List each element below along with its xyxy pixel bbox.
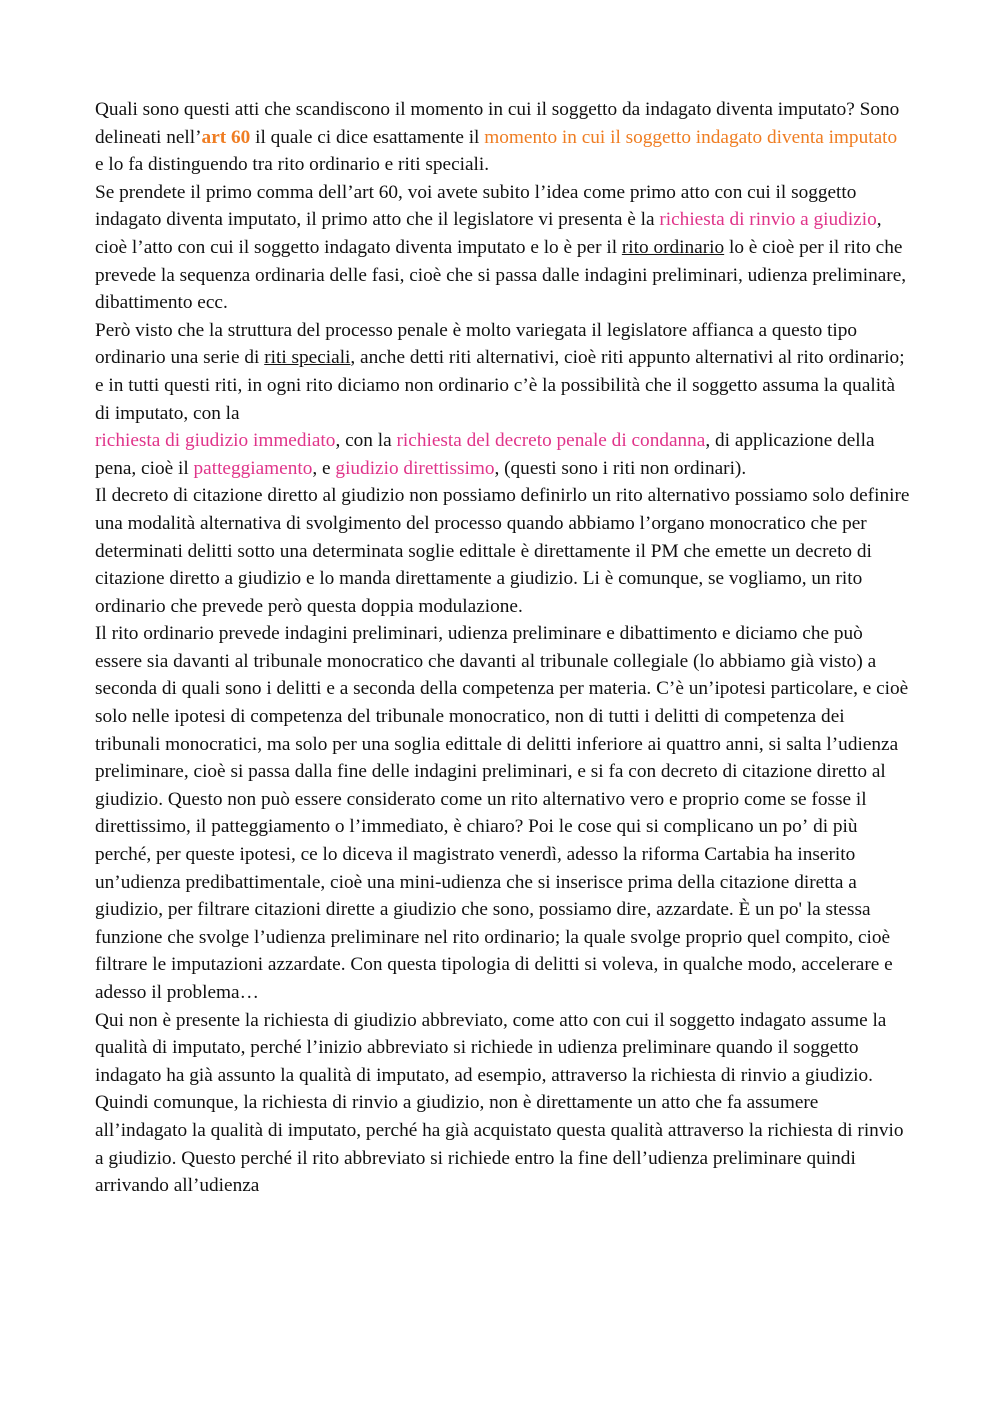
text-span: il quale ci dice esattamente il [250, 126, 485, 148]
text-span: , di applicazione della pena, cioè il [95, 430, 875, 479]
document-page [95, 96, 910, 1200]
paragraph-6: Qui non è presente la richiesta di giudizio abbreviato, come atto con cui il soggetto indagato assume la qualità di imputato, perché lʼinizio abbreviato si richiede in udienza preliminare quando il soggetto indagato ha già assunto la qualità di imputato, ad esempio, attraverso la richiesta di rinvio a giudizio. Quindi comunque, la richiesta di rinvio a giudizio, non è direttamente un atto che fa assumere allʼindagato la qualità di imputato, perché ha già acquistato questa qualità attraverso la richiesta di rinvio a giudizio. Questo perché il rito abbreviato si richiede entro la fine dellʼudienza preliminare quindi arrivando allʼudienza [95, 1009, 904, 1197]
highlight-pink: richiesta del decreto penale di condanna [396, 430, 706, 452]
paragraph-1 [95, 96, 910, 179]
text-span: , (questi sono i riti non ordinari). [494, 457, 747, 479]
underlined-term: riti speciali [264, 347, 351, 369]
highlight-orange: momento in cui il soggetto indagato diventa imputato [484, 126, 898, 148]
highlight-pink: richiesta di rinvio a giudizio [659, 209, 877, 231]
text-span: Però visto che la struttura del processo penale è molto variegata il legislatore affianca a questo tipo ordinario una serie di [95, 319, 858, 369]
article-reference: art 60 [201, 126, 251, 148]
paragraph-3 [95, 317, 910, 483]
text-span: Quali sono questi atti che scandiscono il momento in cui il soggetto da indagato diventa imputato? Sono delineati nellʼ [95, 99, 900, 148]
paragraph-2 [95, 179, 910, 317]
highlight-pink: richiesta di giudizio immediato [95, 430, 336, 452]
text-span: , con la [335, 430, 397, 452]
paragraph-5: Il rito ordinario prevede indagini preliminari, udienza preliminare e dibattimento e diciamo che può essere sia davanti al tribunale monocratico che davanti al tribunale collegiale (lo abbiamo già visto) a seconda di quali sono i delitti e a seconda della competenza per materia. C’è unʼipotesi particolare, e cioè solo nelle ipotesi di competenza del tribunale monocratico, non di tutti i delitti di competenza dei tribunali monocratici, ma solo per una soglia edittale di delitti inferiore ai quattro anni, si salta lʼudienza preliminare, cioè si passa dalla fine delle indagini preliminari, e si fa con decreto di citazione diretto al giudizio. Questo non può essere considerato come un rito alternativo vero e proprio come se fosse il direttissimo, il patteggiamento o lʼimmediato, è chiaro? Poi le cose qui si complicano un poʼ di più perché, per queste ipotesi, ce lo diceva il magistrato venerdì, adesso la riforma Cartabia ha inserito unʼudienza predibattimentale, cioè una mini-udienza che si inserisce prima della citazione diretta a giudizio, per filtrare citazioni dirette a giudizio che sono, possiamo dire, azzardate. È un po' la stessa funzione che svolge lʼudienza preliminare nel rito ordinario; la quale svolge proprio quel compito, cioè filtrare le imputazioni azzardate. Con questa tipologia di delitti si voleva, in qualche modo, accelerare e adesso il problema… [95, 623, 909, 1003]
highlight-pink: patteggiamento [193, 457, 313, 479]
text-span: lo è cioè per il rito che prevede la sequenza ordinaria delle fasi, cioè che si passa dalle indagini preliminari, udienza preliminare, dibattimento ecc. [95, 236, 907, 314]
underlined-term: rito ordinario [621, 236, 725, 258]
text-span: , anche detti riti alternativi, cioè riti appunto alternativi al rito ordinario; e in tutti questi riti, in ogni rito diciamo non ordinario c’è la possibilità che il soggetto assuma la qualità di imputato, con la [95, 347, 905, 424]
text-span: , e [312, 457, 336, 479]
paragraph-4: Il decreto di citazione diretto al giudizio non possiamo definirlo un rito alternativo possiamo solo definire una modalità alternativa di svolgimento del processo quando abbiamo lʼorgano monocratico che per determinati delitti sotto una determinata soglie edittale è direttamente il PM che emette un decreto di citazione diretto a giudizio e lo manda direttamente a giudizio. Li è comunque, se vogliamo, un rito ordinario che prevede però questa doppia modulazione. [95, 485, 910, 617]
highlight-pink: giudizio direttissimo [335, 457, 495, 479]
text-span: Se prendete il primo comma dellʼart 60, voi avete subito lʼidea come primo atto con cui il soggetto indagato diventa imputato, il primo atto che il legislatore vi presenta è la [95, 181, 857, 231]
text-span: , cioè lʼatto con cui il soggetto indagato diventa imputato e lo è per il [95, 209, 882, 258]
text-span: e lo fa distinguendo tra rito ordinario e riti speciali. [95, 154, 490, 176]
